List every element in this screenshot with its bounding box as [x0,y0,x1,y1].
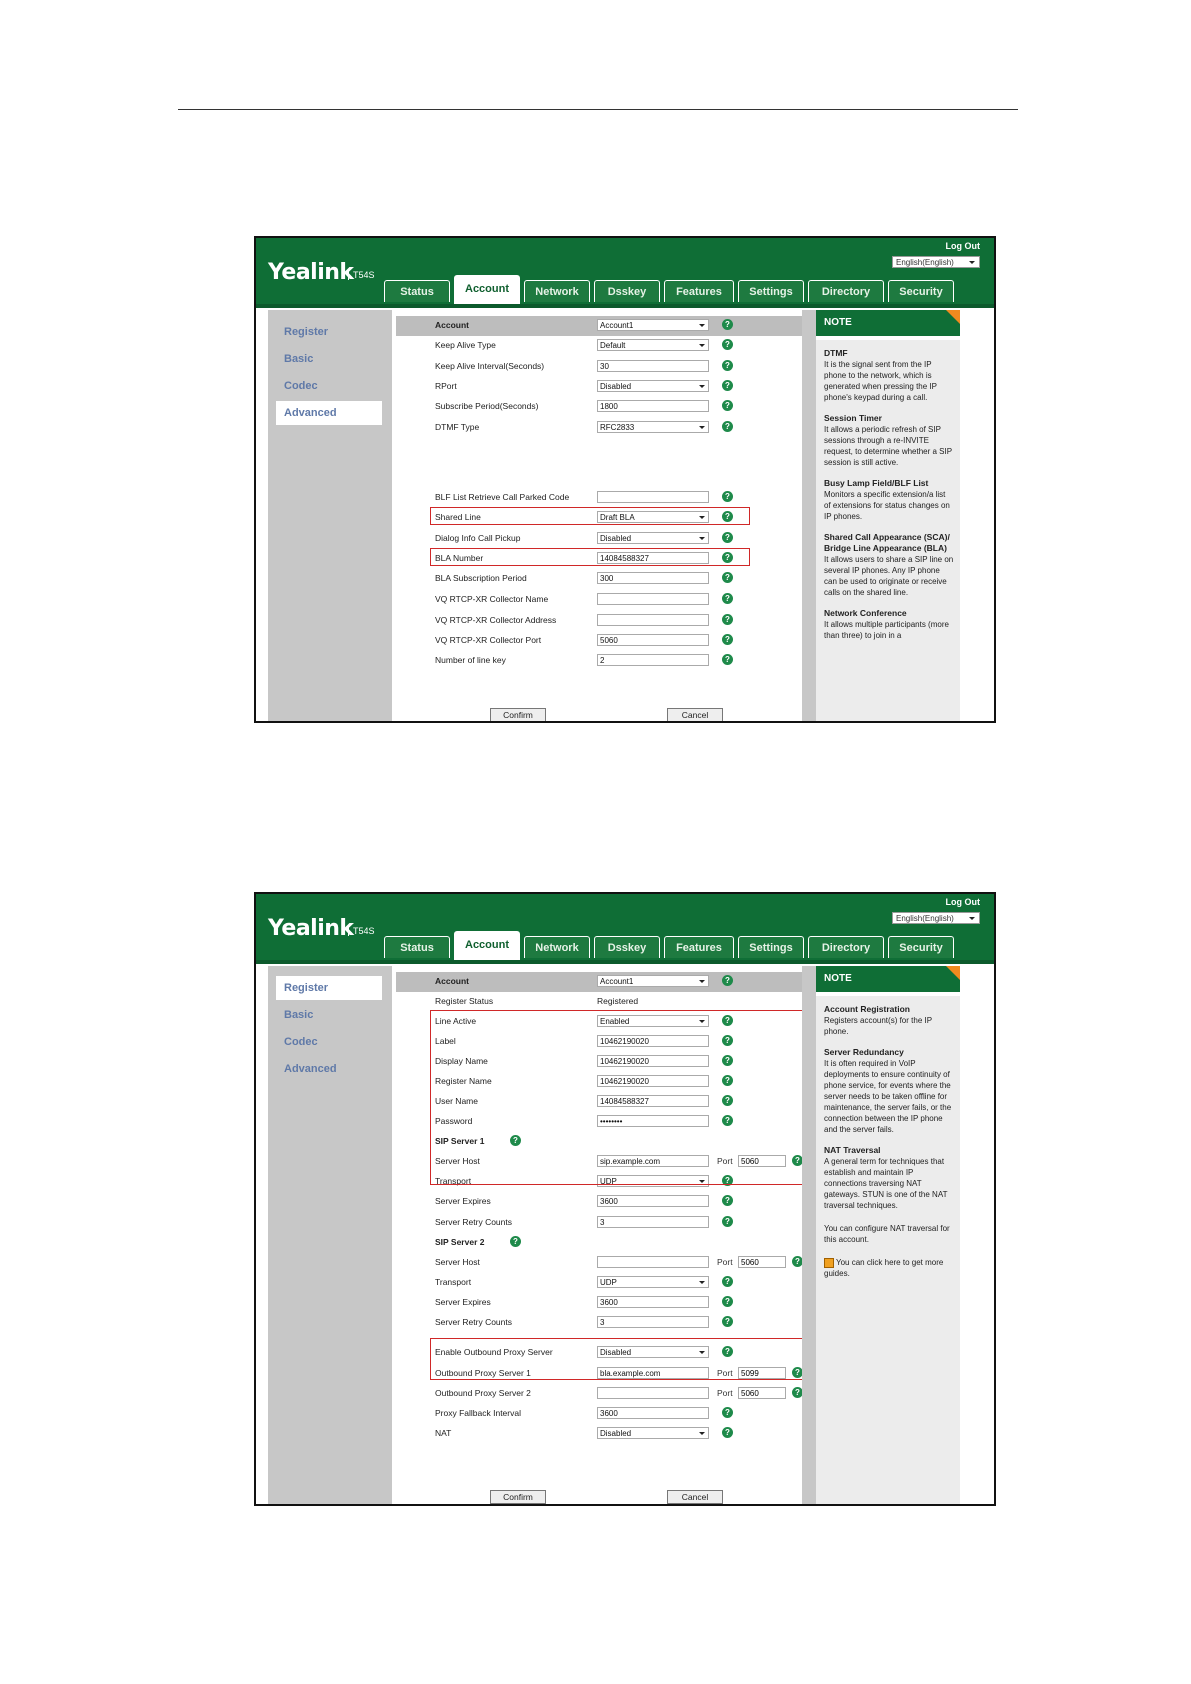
note-text [824,359,954,403]
port-field[interactable]: 5060 [738,1155,786,1167]
text-field[interactable]: bla.example.com [597,1367,709,1379]
help-icon[interactable]: ? [722,1015,733,1026]
field-label: Line Active [435,1016,477,1026]
field-label: Keep Alive Type [435,340,496,350]
tab-account[interactable]: Account [454,931,520,960]
field-label: Number of line key [435,655,506,665]
note-title: Account Registration [824,1004,910,1014]
text-field[interactable]: 30 [597,360,709,372]
field-value: Registered [597,996,639,1006]
port-label: Port [717,1368,733,1378]
field-label: Register Name [435,1076,492,1086]
logout-link[interactable]: Log Out [945,897,980,907]
top-bar [256,238,994,308]
select-field[interactable]: Draft BLA [597,511,709,523]
note-text-content: It allows a periodic refresh of SIP sessions through a re-INVITE request, to determine whether a SIP session is still active. [824,425,952,467]
help-icon[interactable]: ? [722,634,733,645]
note-title: DTMF [824,348,848,358]
screenshot-advanced-settings [254,236,996,723]
text-field[interactable]: 10462190020 [597,1075,709,1087]
note-title: Busy Lamp Field/BLF List [824,478,929,488]
nav-basic[interactable]: Basic [284,1009,314,1021]
field-label: Transport [435,1277,472,1287]
nav-advanced[interactable]: Advanced [284,1063,337,1075]
select-field[interactable]: Enabled [597,1015,709,1027]
help-icon[interactable]: ? [792,1387,803,1398]
help-icon[interactable]: ? [722,1035,733,1046]
help-icon[interactable]: ? [722,552,733,563]
help-icon[interactable]: ? [792,1155,803,1166]
field-label: Shared Line [435,512,481,522]
help-icon[interactable]: ? [722,1095,733,1106]
text-field[interactable]: 10462190020 [597,1055,709,1067]
text-field[interactable] [597,614,709,626]
text-field[interactable]: 3600 [597,1195,709,1207]
note-text-content: Registers account(s) for the IP phone. [824,1016,932,1036]
text-field[interactable]: 3600 [597,1296,709,1308]
note-text [824,489,954,522]
note-text [824,1015,954,1037]
help-icon[interactable]: ? [722,654,733,665]
note-title: Network Conference [824,608,907,618]
field-label: Password [435,1116,473,1126]
language-select[interactable]: English(English) [892,256,980,268]
note-text [824,1058,954,1135]
model-label: T54S [348,926,375,936]
tab-security[interactable]: Security [888,280,954,302]
tab-dsskey[interactable]: Dsskey [594,280,660,302]
field-label: Display Name [435,1056,488,1066]
highlight-box [430,1338,830,1380]
help-icon[interactable]: ? [722,1115,733,1126]
select-field[interactable]: RFC2833 [597,421,709,433]
logout-link[interactable]: Log Out [945,241,980,251]
note-pane [802,310,994,721]
select-field[interactable]: Disabled [597,532,709,544]
text-field[interactable] [597,593,709,605]
nav-register[interactable]: Register [276,976,382,1000]
nav-codec[interactable]: Codec [284,1036,318,1048]
field-label: Account [435,976,469,986]
field-label: VQ RTCP-XR Collector Address [435,615,557,625]
text-field[interactable]: 14084588327 [597,1095,709,1107]
text-field[interactable]: 2 [597,654,709,666]
note-body [816,996,960,1504]
field-label: BLA Subscription Period [435,573,527,583]
select-field[interactable]: UDP [597,1175,709,1187]
help-icon[interactable]: ? [792,1256,803,1267]
tab-account[interactable]: Account [454,275,520,304]
note-pane [802,966,994,1504]
help-icon[interactable]: ? [722,1296,733,1307]
port-field[interactable]: 5060 [738,1387,786,1399]
help-icon[interactable]: ? [792,1367,803,1378]
text-field[interactable]: sip.example.com [597,1155,709,1167]
port-label: Port [717,1388,733,1398]
page-top-rule [178,109,1018,110]
note-body [816,340,960,721]
field-label: Account [435,320,469,330]
select-field[interactable]: Default [597,339,709,351]
note-text [824,424,954,468]
help-icon[interactable]: ? [722,1175,733,1186]
model-label: T54S [348,270,375,280]
text-field[interactable]: 3600 [597,1407,709,1419]
field-label: Dialog Info Call Pickup [435,533,521,543]
screenshot-register-settings [254,892,996,1506]
highlight-box [430,548,750,566]
port-label: Port [717,1257,733,1267]
help-icon[interactable]: ? [722,1427,733,1438]
help-icon[interactable]: ? [722,491,733,502]
select-field[interactable]: UDP [597,1276,709,1288]
tab-dsskey[interactable]: Dsskey [594,936,660,958]
field-label: Subscribe Period(Seconds) [435,401,539,411]
note-title: NAT Traversal [824,1145,881,1155]
field-label: Server Retry Counts [435,1217,512,1227]
field-label: SIP Server 1 [435,1136,485,1146]
tab-directory[interactable]: Directory [808,936,884,958]
field-label: Server Host [435,1257,480,1267]
port-label: Port [717,1156,733,1166]
text-field[interactable]: 1800 [597,400,709,412]
text-field[interactable]: •••••••• [597,1115,709,1127]
yealink-logo: Yealink [268,916,354,941]
note-text-content: Monitors a specific extension/a list of extensions for status changes on IP phones. [824,490,950,521]
help-icon[interactable]: ? [722,380,733,391]
tab-settings[interactable]: Settings [738,280,804,302]
note-text [824,1156,954,1211]
select-field[interactable]: Disabled [597,1346,709,1358]
confirm-button[interactable]: Confirm [490,1490,546,1504]
field-label: VQ RTCP-XR Collector Name [435,594,549,604]
text-field[interactable]: 300 [597,572,709,584]
field-label: RPort [435,381,457,391]
field-label: Label [435,1036,456,1046]
language-select[interactable]: English(English) [892,912,980,924]
port-field[interactable]: 5099 [738,1367,786,1379]
note-text-content: A general term for techniques that establish and maintain IP connections traversing NAT gateways. STUN is one of the NAT traversal techniques. [824,1157,948,1210]
select-field[interactable]: Disabled [597,380,709,392]
note-text-content: It is often required in VoIP deployments to ensure continuity of phone service, for events where the server needs to be taken offline for maintenance, the server fails, or the connection between the IP phone and the server fails. [824,1059,952,1134]
help-icon[interactable]: ? [722,1316,733,1327]
help-icon[interactable]: ? [722,360,733,371]
help-icon[interactable]: ? [722,975,733,986]
field-label: VQ RTCP-XR Collector Port [435,635,542,645]
field-label: DTMF Type [435,422,480,432]
guide-icon [824,1258,834,1268]
select-field[interactable]: Account1 [597,319,709,331]
field-label: Server Expires [435,1196,491,1206]
tab-network[interactable]: Network [524,280,590,302]
note-title: Shared Call Appearance (SCA)/ Bridge Line Appearance (BLA) [824,532,950,553]
text-field[interactable]: 3 [597,1216,709,1228]
help-icon[interactable]: ? [722,1407,733,1418]
tab-security[interactable]: Security [888,936,954,958]
highlight-box [430,507,750,525]
field-label: Proxy Fallback Interval [435,1408,521,1418]
help-icon[interactable]: ? [722,1216,733,1227]
note-text [824,619,954,641]
tab-status[interactable]: Status [384,936,450,958]
highlight-box [430,1010,830,1185]
text-field[interactable]: 10462190020 [597,1035,709,1047]
left-nav [268,966,382,1504]
select-field[interactable]: Account1 [597,975,709,987]
field-label: Keep Alive Interval(Seconds) [435,361,545,371]
field-label: Server Expires [435,1297,491,1307]
cancel-button[interactable]: Cancel [667,1490,723,1504]
text-field[interactable] [597,491,709,503]
note-header: NOTE [816,310,960,336]
note-title: Server Redundancy [824,1047,904,1057]
help-icon[interactable]: ? [722,1195,733,1206]
tab-features[interactable]: Features [664,280,734,302]
text-field[interactable] [597,1256,709,1268]
tab-network[interactable]: Network [524,936,590,958]
tab-status[interactable]: Status [384,280,450,302]
confirm-button[interactable]: Confirm [490,708,546,722]
field-label: Enable Outbound Proxy Server [435,1347,553,1357]
note-title: Session Timer [824,413,882,423]
help-icon[interactable]: ? [722,421,733,432]
note-text-content: It is the signal sent from the IP phone to the network, which is generated when pressing the IP phone's keypad during a call. [824,360,937,402]
field-label: Transport [435,1176,472,1186]
note-text-content: You can click here to get more guides. [824,1258,944,1278]
help-icon[interactable]: ? [722,1075,733,1086]
help-icon[interactable]: ? [722,339,733,350]
field-label: BLF List Retrieve Call Parked Code [435,492,570,502]
select-field[interactable]: Disabled [597,1427,709,1439]
text-field[interactable]: 14084588327 [597,552,709,564]
help-icon[interactable]: ? [510,1236,521,1247]
help-icon[interactable]: ? [722,614,733,625]
note-text [824,554,954,598]
text-field[interactable]: 5060 [597,634,709,646]
tab-features[interactable]: Features [664,936,734,958]
help-icon[interactable]: ? [722,1346,733,1357]
settings-form [382,310,802,721]
field-label: NAT [435,1428,452,1438]
note-text-content: It allows multiple participants (more than three) to join in a [824,620,949,640]
cancel-button[interactable]: Cancel [667,708,723,722]
field-label: BLA Number [435,553,484,563]
note-text [824,1223,954,1245]
help-icon[interactable]: ? [722,1276,733,1287]
help-icon[interactable]: ? [722,532,733,543]
port-field[interactable]: 5060 [738,1256,786,1268]
help-icon[interactable]: ? [722,1055,733,1066]
note-text-content: It allows users to share a SIP line on several IP phones. Any IP phone can be used to originate or receive calls on the shared line. [824,555,954,597]
help-icon[interactable]: ? [722,319,733,330]
note-text[interactable] [824,1257,954,1279]
note-header: NOTE [816,966,960,992]
field-label: Server Host [435,1156,480,1166]
nav-basic[interactable]: Basic [284,353,314,365]
help-icon[interactable]: ? [722,511,733,522]
field-label: User Name [435,1096,478,1106]
help-icon[interactable]: ? [722,572,733,583]
field-label: Register Status [435,996,494,1006]
text-field[interactable] [597,1387,709,1399]
help-icon[interactable]: ? [722,593,733,604]
tab-settings[interactable]: Settings [738,936,804,958]
note-text-content: You can configure NAT traversal for this account. [824,1224,950,1244]
nav-codec[interactable]: Codec [284,380,318,392]
text-field[interactable]: 3 [597,1316,709,1328]
left-nav [268,310,382,721]
yealink-logo: Yealink [268,260,354,285]
field-label: Outbound Proxy Server 1 [435,1368,531,1378]
help-icon[interactable]: ? [510,1135,521,1146]
tab-directory[interactable]: Directory [808,280,884,302]
nav-advanced[interactable]: Advanced [276,401,382,425]
top-bar [256,894,994,964]
help-icon[interactable]: ? [722,400,733,411]
nav-register[interactable]: Register [284,326,329,338]
settings-form [382,966,802,1504]
field-label: Outbound Proxy Server 2 [435,1388,531,1398]
field-label: Server Retry Counts [435,1317,512,1327]
field-label: SIP Server 2 [435,1237,485,1247]
